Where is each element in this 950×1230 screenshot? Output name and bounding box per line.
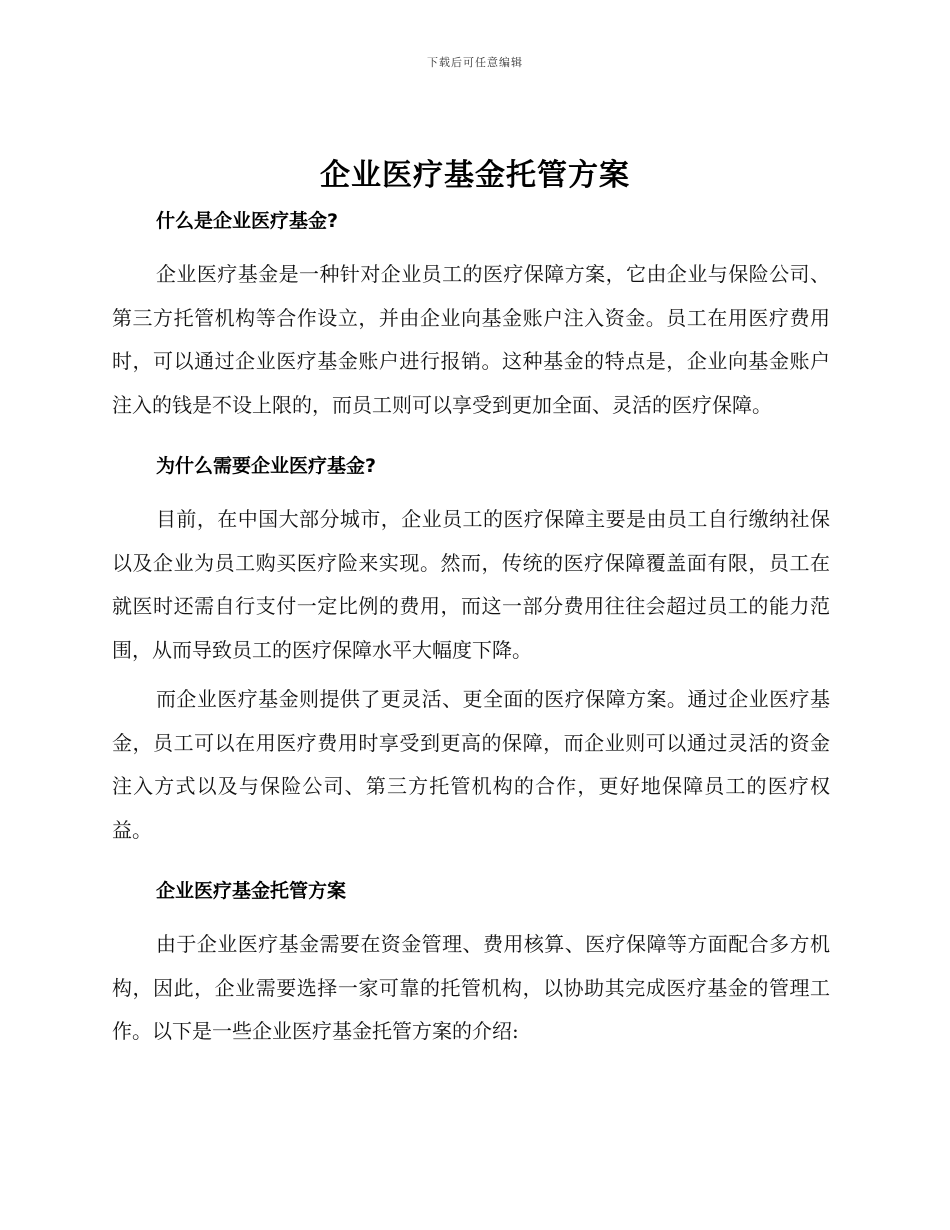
paragraph: 由于企业医疗基金需要在资金管理、费用核算、医疗保障等方面配合多方机构，因此，企业需要选择一家可靠的托管机构，以协助其完成医疗基金的管理工作。以下是一些企业医疗基金托管方案的介绍: xyxy=(112,932,830,1043)
section-heading: 企业医疗基金托管方案 xyxy=(156,880,347,902)
paragraph: 企业医疗基金是一种针对企业员工的医疗保障方案，它由企业与保险公司、第三方托管机构等合作设立，并由企业向基金账户注入资金。员工在用医疗费用时，可以通过企业医疗基金账户进行报销。这种基金的特点是，企业向基金账户注入的钱是不设上限的，而员工则可以享受到更加全面、灵活的医疗保障。 xyxy=(112,262,830,417)
header-note: 下载后可任意编辑 xyxy=(427,56,523,69)
document-body xyxy=(112,200,830,1054)
paragraph: 目前，在中国大部分城市，企业员工的医疗保障主要是由员工自行缴纳社保以及企业为员工购买医疗险来实现。然而，传统的医疗保障覆盖面有限，员工在就医时还需自行支付一定比例的费用，而这一部分费用往往会超过员工的能力范围，从而导致员工的医疗保障水平大幅度下降。 xyxy=(112,507,830,662)
section-heading: 什么是企业医疗基金? xyxy=(156,210,339,232)
paragraph: 而企业医疗基金则提供了更灵活、更全面的医疗保障方案。通过企业医疗基金，员工可以在用医疗费用时享受到更高的保障，而企业则可以通过灵活的资金注入方式以及与保险公司、第三方托管机构的合作，更好地保障员工的医疗权益。 xyxy=(112,687,830,842)
section-heading: 为什么需要企业医疗基金? xyxy=(156,455,377,477)
document-title: 企业医疗基金托管方案 xyxy=(320,158,630,193)
